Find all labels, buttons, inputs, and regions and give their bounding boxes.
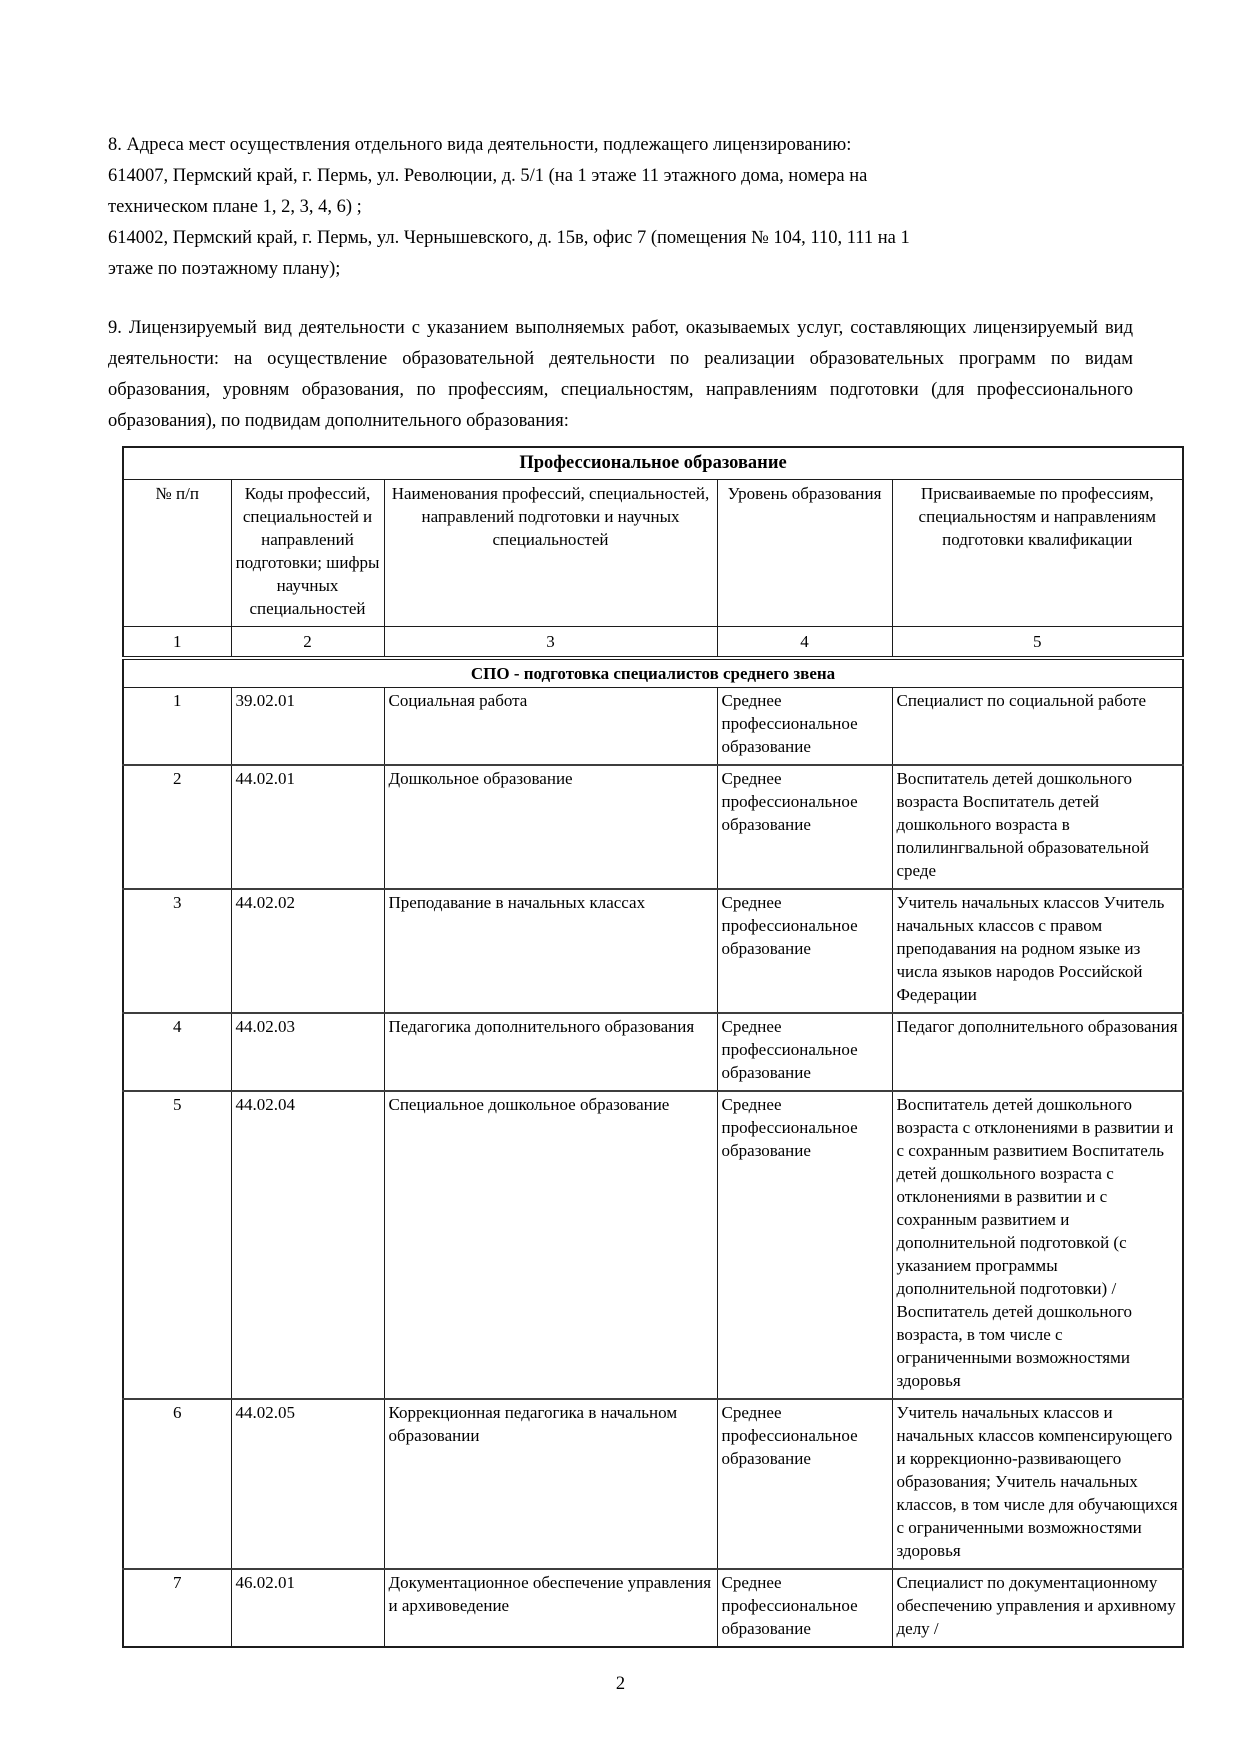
column-header-num: № п/п <box>123 480 231 627</box>
cell-level: Среднее профессиональное образование <box>717 889 892 1013</box>
cell-code: 44.02.04 <box>231 1091 384 1399</box>
page-number: 2 <box>615 1674 626 1694</box>
table-row <box>123 889 1183 1013</box>
cell-code: 44.02.03 <box>231 1013 384 1091</box>
section-8-paragraph <box>108 130 1133 285</box>
cell-name: Документационное обеспечение управления и архивоведение <box>384 1569 717 1647</box>
cell-num: 6 <box>123 1399 231 1569</box>
cell-code: 39.02.01 <box>231 688 384 766</box>
cell-qualification: Воспитатель детей дошкольного возраста Воспитатель детей дошкольного возраста в полилингвальной образовательной среде <box>892 765 1183 889</box>
cell-num: 7 <box>123 1569 231 1647</box>
cell-qualification: Специалист по документационному обеспечению управления и архивному делу / <box>892 1569 1183 1647</box>
cell-qualification: Педагог дополнительного образования <box>892 1013 1183 1091</box>
cell-code: 44.02.05 <box>231 1399 384 1569</box>
cell-level: Среднее профессиональное образование <box>717 1399 892 1569</box>
section-8-line: техническом плане 1, 2, 3, 4, 6) ; <box>108 197 362 217</box>
section-8-line: 614002, Пермский край, г. Пермь, ул. Чернышевского, д. 15в, офис 7 (помещения № 104, 110, 111 на 1 <box>108 228 910 248</box>
table-row <box>123 1091 1183 1399</box>
cell-num: 3 <box>123 889 231 1013</box>
cell-code: 46.02.01 <box>231 1569 384 1647</box>
column-number: 5 <box>892 627 1183 659</box>
cell-name: Специальное дошкольное образование <box>384 1091 717 1399</box>
cell-qualification: Воспитатель детей дошкольного возраста с отклонениями в развитии и с сохранным развитием Воспитатель детей дошкольного возраста с отклонениями в развитии и с сохранным развитием и дополнительной подготовкой (с указанием программы дополнительной подготовки) / Воспитатель детей дошкольного возраста, в том числе с ограниченными возможностями здоровья <box>892 1091 1183 1399</box>
cell-name: Социальная работа <box>384 688 717 766</box>
cell-num: 1 <box>123 688 231 766</box>
section-header-spo: СПО - подготовка специалистов среднего звена <box>123 658 1183 688</box>
table-title-row <box>123 447 1183 480</box>
table-row <box>123 765 1183 889</box>
column-header-names: Наименования профессий, специальностей, направлений подготовки и научных специальностей <box>384 480 717 627</box>
cell-level: Среднее профессиональное образование <box>717 765 892 889</box>
cell-qualification: Учитель начальных классов Учитель начальных классов с правом преподавания на родном языке из числа языков народов Российской Федерации <box>892 889 1183 1013</box>
column-number: 1 <box>123 627 231 659</box>
table-row <box>123 1569 1183 1647</box>
column-number: 2 <box>231 627 384 659</box>
cell-level: Среднее профессиональное образование <box>717 1013 892 1091</box>
cell-qualification: Специалист по социальной работе <box>892 688 1183 766</box>
column-number: 4 <box>717 627 892 659</box>
cell-level: Среднее профессиональное образование <box>717 688 892 766</box>
table-row <box>123 1013 1183 1091</box>
column-header-qualification: Присваиваемые по профессиям, специальностям и направлениям подготовки квалификации <box>892 480 1183 627</box>
table-title: Профессиональное образование <box>123 447 1183 480</box>
cell-name: Преподавание в начальных классах <box>384 889 717 1013</box>
cell-qualification: Учитель начальных классов и начальных классов компенсирующего и коррекционно-развивающего образования; Учитель начальных классов, в том числе для обучающихся с ограниченными возможностями здоровья <box>892 1399 1183 1569</box>
column-header-level: Уровень образования <box>717 480 892 627</box>
cell-name: Дошкольное образование <box>384 765 717 889</box>
cell-num: 5 <box>123 1091 231 1399</box>
section-8-line: 8. Адреса мест осуществления отдельного вида деятельности, подлежащего лицензированию: <box>108 135 852 155</box>
cell-code: 44.02.01 <box>231 765 384 889</box>
cell-level: Среднее профессиональное образование <box>717 1091 892 1399</box>
column-header-codes: Коды профессий, специальностей и направлений подготовки; шифры научных специальностей <box>231 480 384 627</box>
column-number: 3 <box>384 627 717 659</box>
cell-num: 2 <box>123 765 231 889</box>
section-9-paragraph: 9. Лицензируемый вид деятельности с указанием выполняемых работ, оказываемых услуг, составляющих лицензируемый вид деятельности: на осуществление образовательной деятельности по реализации образовательных программ по видам образования, уровням образования, по профессиям, специальностям, направлениям подготовки (для профессионального образования), по подвидам дополнительного образования: <box>108 318 1133 431</box>
section-8-line: 614007, Пермский край, г. Пермь, ул. Революции, д. 5/1 (на 1 этаже 11 этажного дома, номера на <box>108 166 868 186</box>
cell-code: 44.02.02 <box>231 889 384 1013</box>
column-numbers-row <box>123 627 1183 659</box>
cell-level: Среднее профессиональное образование <box>717 1569 892 1647</box>
table-section-row <box>123 658 1183 688</box>
table-header-row <box>123 480 1183 627</box>
professional-education-table <box>122 446 1184 1648</box>
section-8-line: этаже по поэтажному плану); <box>108 259 341 279</box>
cell-num: 4 <box>123 1013 231 1091</box>
cell-name: Коррекционная педагогика в начальном образовании <box>384 1399 717 1569</box>
cell-name: Педагогика дополнительного образования <box>384 1013 717 1091</box>
table-row <box>123 688 1183 766</box>
table-row <box>123 1399 1183 1569</box>
